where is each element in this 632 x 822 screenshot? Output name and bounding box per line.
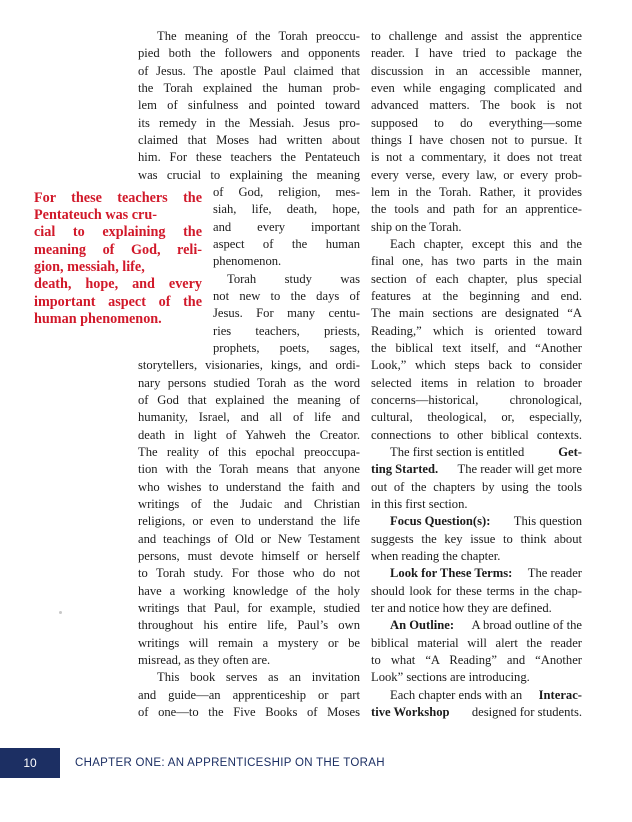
body-line: throughout his entire life, Paul’s own [138, 618, 360, 633]
body-line: suggests the key issue to think about [371, 531, 582, 546]
getting-started-line [390, 444, 582, 460]
body-line: of Jesus. The apostle Paul claimed that [138, 63, 360, 78]
body-line: religions, or even to understand the life [138, 514, 360, 529]
body-line: the Torah explained the human prob- [138, 81, 360, 95]
body-text: The reader will get more [454, 462, 582, 477]
body-text: designed for students. [468, 705, 582, 720]
running-head: CHAPTER ONE: AN APPRENTICESHIP ON THE TORAH [75, 757, 385, 769]
body-line: Each chapter, except this and the [390, 237, 582, 251]
pull-quote-line: For these teachers the [34, 189, 202, 206]
body-line: tion with the Torah means that anyone [138, 462, 360, 477]
body-line: advanced matters. The book is not [371, 98, 582, 113]
pull-quote-line: cial to explaining the [34, 224, 202, 241]
body-line: him. For these teachers the Pentateuch [138, 150, 360, 165]
body-line: phenomenon. [213, 254, 282, 269]
body-line: prophets, poets, sages, [213, 341, 360, 355]
pull-quote-line: Pentateuch was cru- [34, 207, 157, 224]
body-line: The reality of this epochal preoccupa- [138, 445, 360, 460]
body-line: misread, as they often are. [138, 653, 271, 668]
body-line: connections to other biblical contexts. [371, 427, 582, 442]
body-line: lem of sinfulness and pointed toward [138, 98, 360, 113]
body-line: Look,” which steps back to consider [371, 358, 582, 373]
outline-label: An Outline: [390, 618, 455, 633]
getting-started-line [371, 461, 582, 477]
body-line: the biblical text itself, and “Another [371, 341, 582, 355]
body-line: things I have chosen not to pursue. It [371, 133, 582, 147]
body-line: should look for these terms in the chap- [371, 583, 582, 598]
body-line: Jesus. For many centu- [213, 306, 360, 321]
body-text: Each chapter ends with an [390, 687, 526, 702]
body-line: to Torah study. For those who do not [138, 566, 360, 581]
body-line: of one—to the Five Books of Moses [138, 705, 360, 720]
body-line: ries teachers, priests, [213, 323, 360, 338]
print-speck [59, 611, 62, 614]
body-line: the tools and path for an apprentice- [371, 202, 582, 217]
body-line: Look” sections are introducing. [371, 670, 530, 685]
body-line: pied both the followers and opponents [138, 46, 360, 61]
getting-started-label: ting Started. [371, 462, 439, 477]
workshop-line [390, 687, 582, 703]
terms-label: Look for These Terms: [390, 566, 513, 581]
body-line: out of the chapters by using the tools [371, 479, 582, 494]
workshop-line [371, 704, 582, 720]
body-line: of God, religion, mes- [213, 185, 360, 199]
body-line: every verse, every law, or every prob- [371, 167, 582, 182]
page-number: 10 [23, 756, 37, 770]
body-text: A broad outline of the [469, 618, 582, 633]
pull-quote-line: meaning of God, reli- [34, 241, 202, 258]
body-line: lem in the Torah. Rather, it provides [371, 185, 582, 199]
body-line: concerns—historical, chronological, [371, 393, 582, 407]
workshop-label: Interac- [538, 687, 582, 702]
body-line: Reading,” which is oriented toward [371, 323, 582, 338]
body-line: to challenge and assist the apprentice [371, 29, 582, 43]
body-line: features at the beginning and end. [371, 289, 582, 303]
pull-quote-line: gion, messiah, life, [34, 259, 145, 276]
body-line: Torah study was [227, 271, 360, 286]
body-line: reader. I have tried to package the [371, 46, 582, 61]
pull-quote-line: important aspect of the [34, 293, 202, 310]
body-line: nary persons studied Torah as the word [138, 375, 360, 390]
body-line: storytellers, visionaries, kings, and ordi- [138, 358, 360, 373]
body-line: humanity, Israel, and all of life and [138, 410, 360, 425]
body-line: was crucial to explaining the meaning [138, 167, 360, 182]
body-line: The meaning of the Torah preoccu- [157, 29, 360, 43]
body-line: ship on the Torah. [371, 219, 462, 234]
focus-question-label: Focus Question(s): [390, 514, 491, 529]
pull-quote-line: death, hope, and every [34, 276, 202, 293]
body-line: final one, has two parts in the main [371, 254, 582, 269]
body-line: of God that explained the meaning of [138, 393, 360, 407]
body-line: writings of the Judaic and Christian [138, 497, 360, 512]
body-line: writings that Paul, for example, studied [138, 601, 360, 616]
body-line: cultural, theological, or, especially, [371, 410, 582, 425]
body-line: in this first section. [371, 497, 468, 512]
body-line: is not a commentary, it does not treat [371, 150, 582, 165]
getting-started-label: Get- [558, 445, 582, 460]
body-line: who wishes to understand the faith and [138, 479, 360, 494]
body-line: siah, life, death, hope, [213, 202, 360, 217]
body-line: and every important [213, 219, 360, 234]
body-line: even while engaging complicated and [371, 81, 582, 95]
body-line: claimed that Moses had written about [138, 133, 360, 147]
body-line: section of each chapter, plus special [371, 271, 582, 286]
body-line: ter and notice how they are defined. [371, 601, 552, 616]
body-line: The main sections are designated “A [371, 306, 582, 321]
body-line: when reading the chapter. [371, 549, 501, 564]
body-line: supposed to do everything—some [371, 115, 582, 130]
body-line: This book serves as an invitation [157, 670, 360, 685]
body-line: selected items in relation to broader [371, 375, 582, 390]
body-line: and teachings of Old or New Testament [138, 531, 360, 546]
body-line: and guide—an apprenticeship or part [138, 687, 360, 702]
body-line: have a working knowledge of the holy [138, 583, 360, 598]
body-line: to what “A Reading” and “Another [371, 653, 582, 668]
body-line: death in light of Yahweh the Creator. [138, 427, 360, 442]
body-line: biblical material will alert the reader [371, 635, 582, 650]
terms-line [390, 565, 582, 581]
body-text: The first section is entitled [390, 445, 528, 460]
body-line: not new to the days of [213, 289, 360, 303]
focus-question-line [390, 513, 582, 529]
body-text: This question [510, 514, 582, 529]
body-line: its remedy in the Messiah. Jesus pro- [138, 115, 360, 130]
body-line: persons, must devote himself or herself [138, 549, 360, 564]
body-line: discussion in an accessible manner, [371, 63, 582, 78]
body-line: aspect of the human [213, 237, 360, 251]
body-line: writings will remain a mystery or be [138, 635, 360, 650]
body-text: The reader [524, 566, 582, 581]
pull-quote-line: human phenomenon. [34, 311, 162, 328]
outline-line [390, 617, 582, 633]
workshop-label: tive Workshop [371, 705, 450, 720]
